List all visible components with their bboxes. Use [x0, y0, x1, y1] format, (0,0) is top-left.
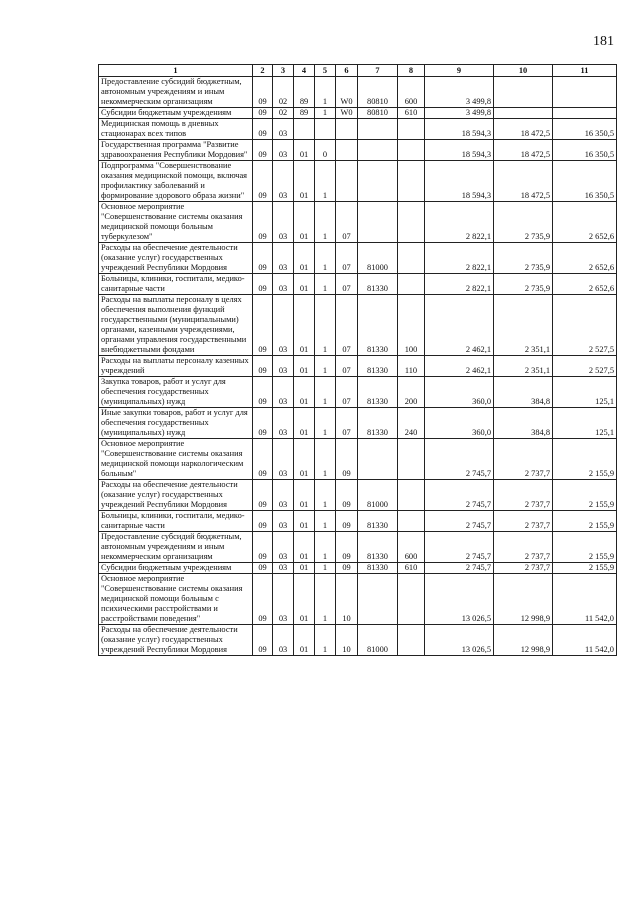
- cell-direction: 81330: [358, 408, 398, 439]
- table-row: [99, 625, 617, 656]
- cell-subprogram: 1: [315, 563, 336, 574]
- cell-amount-col-11: 2 155,9: [553, 480, 617, 511]
- cell-amount-col-9: 2 822,1: [425, 274, 494, 295]
- cell-amount-col-10: 2 737,7: [494, 563, 553, 574]
- cell-amount-col-9: 2 745,7: [425, 532, 494, 563]
- cell-event: [336, 119, 358, 140]
- cell-subsection: 02: [273, 108, 294, 119]
- cell-subsection: 03: [273, 408, 294, 439]
- cell-program: 01: [294, 532, 315, 563]
- cell-subprogram: 1: [315, 243, 336, 274]
- cell-amount-col-9: 13 026,5: [425, 625, 494, 656]
- cell-amount-col-11: 11 542,0: [553, 574, 617, 625]
- cell-section: 09: [253, 480, 273, 511]
- header-row: [99, 65, 617, 77]
- table-row: [99, 274, 617, 295]
- header-cell-name: 1: [99, 65, 253, 77]
- cell-section: 09: [253, 377, 273, 408]
- table-row: [99, 356, 617, 377]
- cell-program: 89: [294, 108, 315, 119]
- cell-subsection: 03: [273, 439, 294, 480]
- table-row: [99, 202, 617, 243]
- cell-amount-col-10: 18 472,5: [494, 161, 553, 202]
- cell-amount-col-9: 18 594,3: [425, 161, 494, 202]
- header-cell-amount-col-10: 10: [494, 65, 553, 77]
- cell-subsection: 03: [273, 511, 294, 532]
- cell-event: 07: [336, 408, 358, 439]
- cell-event: W0: [336, 108, 358, 119]
- table-row: [99, 563, 617, 574]
- cell-subsection: 03: [273, 161, 294, 202]
- cell-expense-type: [398, 625, 425, 656]
- cell-subsection: 03: [273, 243, 294, 274]
- table-row: [99, 295, 617, 356]
- cell-subsection: 03: [273, 295, 294, 356]
- cell-direction: [358, 161, 398, 202]
- header-cell-amount-col-11: 11: [553, 65, 617, 77]
- table-row: [99, 119, 617, 140]
- cell-name: Закупка товаров, работ и услуг для обеспечения государственных (муниципальных) нужд: [99, 377, 253, 408]
- cell-program: 01: [294, 511, 315, 532]
- cell-direction: 81330: [358, 563, 398, 574]
- cell-direction: 80810: [358, 77, 398, 108]
- cell-name: Предоставление субсидий бюджетным, автономным учреждениям и иным некоммерческим организациям: [99, 77, 253, 108]
- cell-amount-col-10: 2 737,7: [494, 511, 553, 532]
- cell-name: Расходы на выплаты персоналу казенных учреждений: [99, 356, 253, 377]
- cell-section: 09: [253, 274, 273, 295]
- cell-expense-type: 100: [398, 295, 425, 356]
- cell-amount-col-10: [494, 108, 553, 119]
- cell-program: 01: [294, 295, 315, 356]
- header-cell-amount-col-9: 9: [425, 65, 494, 77]
- cell-direction: 81000: [358, 480, 398, 511]
- cell-expense-type: [398, 480, 425, 511]
- cell-program: 01: [294, 563, 315, 574]
- cell-amount-col-9: 2 822,1: [425, 202, 494, 243]
- cell-direction: [358, 119, 398, 140]
- table-row: [99, 77, 617, 108]
- cell-amount-col-11: 2 155,9: [553, 439, 617, 480]
- cell-amount-col-10: 18 472,5: [494, 140, 553, 161]
- cell-expense-type: 610: [398, 108, 425, 119]
- cell-direction: 81330: [358, 295, 398, 356]
- cell-section: 09: [253, 119, 273, 140]
- cell-amount-col-10: 2 737,7: [494, 439, 553, 480]
- cell-program: 01: [294, 439, 315, 480]
- cell-amount-col-9: 3 499,8: [425, 77, 494, 108]
- cell-name: Подпрограмма "Совершенствование оказания медицинской помощи, включая профилактику заболеваний и формирование здорового образа жизни": [99, 161, 253, 202]
- cell-direction: 81330: [358, 356, 398, 377]
- cell-section: 09: [253, 243, 273, 274]
- cell-event: 09: [336, 532, 358, 563]
- cell-subsection: 03: [273, 563, 294, 574]
- cell-amount-col-10: 2 737,7: [494, 532, 553, 563]
- cell-subprogram: 1: [315, 532, 336, 563]
- table-body: [99, 77, 617, 656]
- cell-amount-col-11: 2 527,5: [553, 295, 617, 356]
- cell-program: 01: [294, 243, 315, 274]
- cell-name: Расходы на обеспечение деятельности (оказание услуг) государственных учреждений Республики Мордовия: [99, 625, 253, 656]
- cell-amount-col-11: 2 652,6: [553, 243, 617, 274]
- header-cell-subsection: 3: [273, 65, 294, 77]
- cell-amount-col-9: 2 745,7: [425, 563, 494, 574]
- cell-amount-col-10: 2 737,7: [494, 480, 553, 511]
- cell-amount-col-10: 18 472,5: [494, 119, 553, 140]
- cell-event: W0: [336, 77, 358, 108]
- cell-amount-col-9: 13 026,5: [425, 574, 494, 625]
- cell-event: 09: [336, 480, 358, 511]
- cell-amount-col-10: 12 998,9: [494, 574, 553, 625]
- cell-name: Государственная программа "Развитие здравоохранения Республики Мордовия": [99, 140, 253, 161]
- cell-expense-type: [398, 161, 425, 202]
- cell-amount-col-11: 2 652,6: [553, 202, 617, 243]
- cell-section: 09: [253, 202, 273, 243]
- cell-amount-col-9: 18 594,3: [425, 140, 494, 161]
- cell-direction: [358, 202, 398, 243]
- cell-expense-type: [398, 140, 425, 161]
- cell-event: 09: [336, 563, 358, 574]
- header-cell-section: 2: [253, 65, 273, 77]
- cell-expense-type: 200: [398, 377, 425, 408]
- cell-amount-col-10: 2 351,1: [494, 295, 553, 356]
- cell-name: Иные закупки товаров, работ и услуг для обеспечения государственных (муниципальных) нужд: [99, 408, 253, 439]
- cell-program: 01: [294, 574, 315, 625]
- cell-subsection: 03: [273, 119, 294, 140]
- cell-direction: [358, 574, 398, 625]
- cell-expense-type: [398, 243, 425, 274]
- table-row: [99, 511, 617, 532]
- cell-name: Субсидии бюджетным учреждениям: [99, 563, 253, 574]
- cell-expense-type: 110: [398, 356, 425, 377]
- cell-direction: 81330: [358, 377, 398, 408]
- cell-expense-type: 600: [398, 77, 425, 108]
- cell-direction: [358, 439, 398, 480]
- cell-event: 09: [336, 511, 358, 532]
- cell-name: Расходы на обеспечение деятельности (оказание услуг) государственных учреждений Республики Мордовия: [99, 243, 253, 274]
- cell-amount-col-11: 16 350,5: [553, 140, 617, 161]
- cell-subprogram: 1: [315, 377, 336, 408]
- cell-event: 10: [336, 625, 358, 656]
- cell-name: Больницы, клиники, госпитали, медико-санитарные части: [99, 511, 253, 532]
- cell-name: Субсидии бюджетным учреждениям: [99, 108, 253, 119]
- cell-amount-col-9: 2 745,7: [425, 511, 494, 532]
- cell-subsection: 03: [273, 480, 294, 511]
- cell-amount-col-11: 125,1: [553, 377, 617, 408]
- cell-event: [336, 161, 358, 202]
- cell-amount-col-11: [553, 108, 617, 119]
- cell-amount-col-11: 16 350,5: [553, 119, 617, 140]
- cell-amount-col-10: 2 351,1: [494, 356, 553, 377]
- cell-program: 01: [294, 377, 315, 408]
- cell-amount-col-9: 2 745,7: [425, 439, 494, 480]
- table-row: [99, 532, 617, 563]
- table-row: [99, 574, 617, 625]
- cell-expense-type: [398, 439, 425, 480]
- cell-subprogram: 1: [315, 574, 336, 625]
- cell-amount-col-10: 384,8: [494, 377, 553, 408]
- cell-amount-col-9: 2 462,1: [425, 295, 494, 356]
- cell-subprogram: 1: [315, 274, 336, 295]
- cell-amount-col-11: 2 527,5: [553, 356, 617, 377]
- cell-amount-col-10: 2 735,9: [494, 274, 553, 295]
- cell-subprogram: 1: [315, 439, 336, 480]
- cell-subprogram: 1: [315, 161, 336, 202]
- cell-amount-col-9: 360,0: [425, 377, 494, 408]
- cell-expense-type: [398, 274, 425, 295]
- cell-name: Основное мероприятие "Совершенствование системы оказания медицинской помощи больным туберкулезом": [99, 202, 253, 243]
- cell-section: 09: [253, 356, 273, 377]
- cell-program: 01: [294, 356, 315, 377]
- cell-amount-col-11: 125,1: [553, 408, 617, 439]
- cell-name: Расходы на выплаты персоналу в целях обеспечения выполнения функций государственными (муниципальными) органами, казенными учреждениями, органами управления государственными внебюджетными фондами: [99, 295, 253, 356]
- cell-subsection: 03: [273, 574, 294, 625]
- cell-subprogram: 1: [315, 295, 336, 356]
- cell-expense-type: 240: [398, 408, 425, 439]
- cell-direction: 81330: [358, 274, 398, 295]
- cell-section: 09: [253, 532, 273, 563]
- cell-name: Предоставление субсидий бюджетным, автономным учреждениям и иным некоммерческим организациям: [99, 532, 253, 563]
- cell-direction: 81330: [358, 511, 398, 532]
- cell-amount-col-11: 2 155,9: [553, 511, 617, 532]
- cell-subprogram: 1: [315, 511, 336, 532]
- cell-amount-col-11: 2 652,6: [553, 274, 617, 295]
- cell-program: 01: [294, 202, 315, 243]
- header-cell-direction: 7: [358, 65, 398, 77]
- cell-program: 01: [294, 408, 315, 439]
- cell-program: 01: [294, 161, 315, 202]
- cell-program: 01: [294, 274, 315, 295]
- cell-expense-type: [398, 574, 425, 625]
- cell-event: 10: [336, 574, 358, 625]
- cell-amount-col-10: [494, 77, 553, 108]
- cell-name: Больницы, клиники, госпитали, медико-санитарные части: [99, 274, 253, 295]
- cell-event: 07: [336, 295, 358, 356]
- cell-subprogram: 1: [315, 77, 336, 108]
- cell-name: Основное мероприятие "Совершенствование системы оказания медицинской помощи наркологическим больным": [99, 439, 253, 480]
- cell-subsection: 03: [273, 356, 294, 377]
- cell-subprogram: 0: [315, 140, 336, 161]
- cell-name: Основное мероприятие "Совершенствование системы оказания медицинской помощи больным с психическими расстройствами и расстройствами поведения": [99, 574, 253, 625]
- cell-expense-type: 610: [398, 563, 425, 574]
- cell-event: 07: [336, 274, 358, 295]
- header-cell-subprogram: 5: [315, 65, 336, 77]
- budget-table: [98, 64, 617, 656]
- cell-subprogram: 1: [315, 408, 336, 439]
- cell-subprogram: [315, 119, 336, 140]
- cell-section: 09: [253, 439, 273, 480]
- cell-direction: [358, 140, 398, 161]
- table-row: [99, 377, 617, 408]
- cell-amount-col-9: 2 462,1: [425, 356, 494, 377]
- cell-section: 09: [253, 295, 273, 356]
- cell-amount-col-11: 11 542,0: [553, 625, 617, 656]
- cell-name: Расходы на обеспечение деятельности (оказание услуг) государственных учреждений Республики Мордовия: [99, 480, 253, 511]
- cell-program: [294, 119, 315, 140]
- cell-event: 07: [336, 202, 358, 243]
- header-cell-program: 4: [294, 65, 315, 77]
- page-number: 181: [593, 34, 614, 49]
- cell-amount-col-10: 384,8: [494, 408, 553, 439]
- cell-amount-col-9: 18 594,3: [425, 119, 494, 140]
- cell-section: 09: [253, 161, 273, 202]
- cell-subsection: 03: [273, 140, 294, 161]
- cell-program: 01: [294, 625, 315, 656]
- cell-amount-col-10: 2 735,9: [494, 243, 553, 274]
- cell-event: 07: [336, 356, 358, 377]
- table-row: [99, 140, 617, 161]
- cell-subsection: 03: [273, 274, 294, 295]
- cell-event: 07: [336, 377, 358, 408]
- cell-subsection: 03: [273, 377, 294, 408]
- cell-program: 01: [294, 140, 315, 161]
- cell-expense-type: [398, 119, 425, 140]
- cell-amount-col-9: 2 745,7: [425, 480, 494, 511]
- cell-subprogram: 1: [315, 108, 336, 119]
- cell-program: 89: [294, 77, 315, 108]
- cell-amount-col-11: 2 155,9: [553, 532, 617, 563]
- cell-section: 09: [253, 563, 273, 574]
- cell-expense-type: [398, 511, 425, 532]
- cell-amount-col-9: 360,0: [425, 408, 494, 439]
- cell-amount-col-9: 2 822,1: [425, 243, 494, 274]
- cell-amount-col-9: 3 499,8: [425, 108, 494, 119]
- cell-direction: 81000: [358, 243, 398, 274]
- cell-section: 09: [253, 140, 273, 161]
- cell-section: 09: [253, 108, 273, 119]
- cell-subsection: 03: [273, 625, 294, 656]
- cell-subsection: 03: [273, 532, 294, 563]
- table-row: [99, 161, 617, 202]
- cell-amount-col-10: 12 998,9: [494, 625, 553, 656]
- table-row: [99, 480, 617, 511]
- cell-section: 09: [253, 625, 273, 656]
- cell-amount-col-11: 2 155,9: [553, 563, 617, 574]
- cell-subsection: 03: [273, 202, 294, 243]
- table-row: [99, 408, 617, 439]
- cell-event: [336, 140, 358, 161]
- cell-subprogram: 1: [315, 202, 336, 243]
- cell-subsection: 02: [273, 77, 294, 108]
- header-cell-expense-type: 8: [398, 65, 425, 77]
- table-row: [99, 243, 617, 274]
- cell-name: Медицинская помощь в дневных стационарах всех типов: [99, 119, 253, 140]
- cell-section: 09: [253, 511, 273, 532]
- cell-direction: 81330: [358, 532, 398, 563]
- cell-amount-col-10: 2 735,9: [494, 202, 553, 243]
- cell-section: 09: [253, 408, 273, 439]
- header-cell-event: 6: [336, 65, 358, 77]
- cell-subprogram: 1: [315, 480, 336, 511]
- table-row: [99, 108, 617, 119]
- cell-event: 07: [336, 243, 358, 274]
- cell-direction: 80810: [358, 108, 398, 119]
- cell-expense-type: 600: [398, 532, 425, 563]
- cell-section: 09: [253, 77, 273, 108]
- cell-subprogram: 1: [315, 356, 336, 377]
- table-row: [99, 439, 617, 480]
- cell-direction: 81000: [358, 625, 398, 656]
- cell-amount-col-11: 16 350,5: [553, 161, 617, 202]
- cell-subprogram: 1: [315, 625, 336, 656]
- cell-program: 01: [294, 480, 315, 511]
- cell-section: 09: [253, 574, 273, 625]
- cell-event: 09: [336, 439, 358, 480]
- cell-expense-type: [398, 202, 425, 243]
- cell-amount-col-11: [553, 77, 617, 108]
